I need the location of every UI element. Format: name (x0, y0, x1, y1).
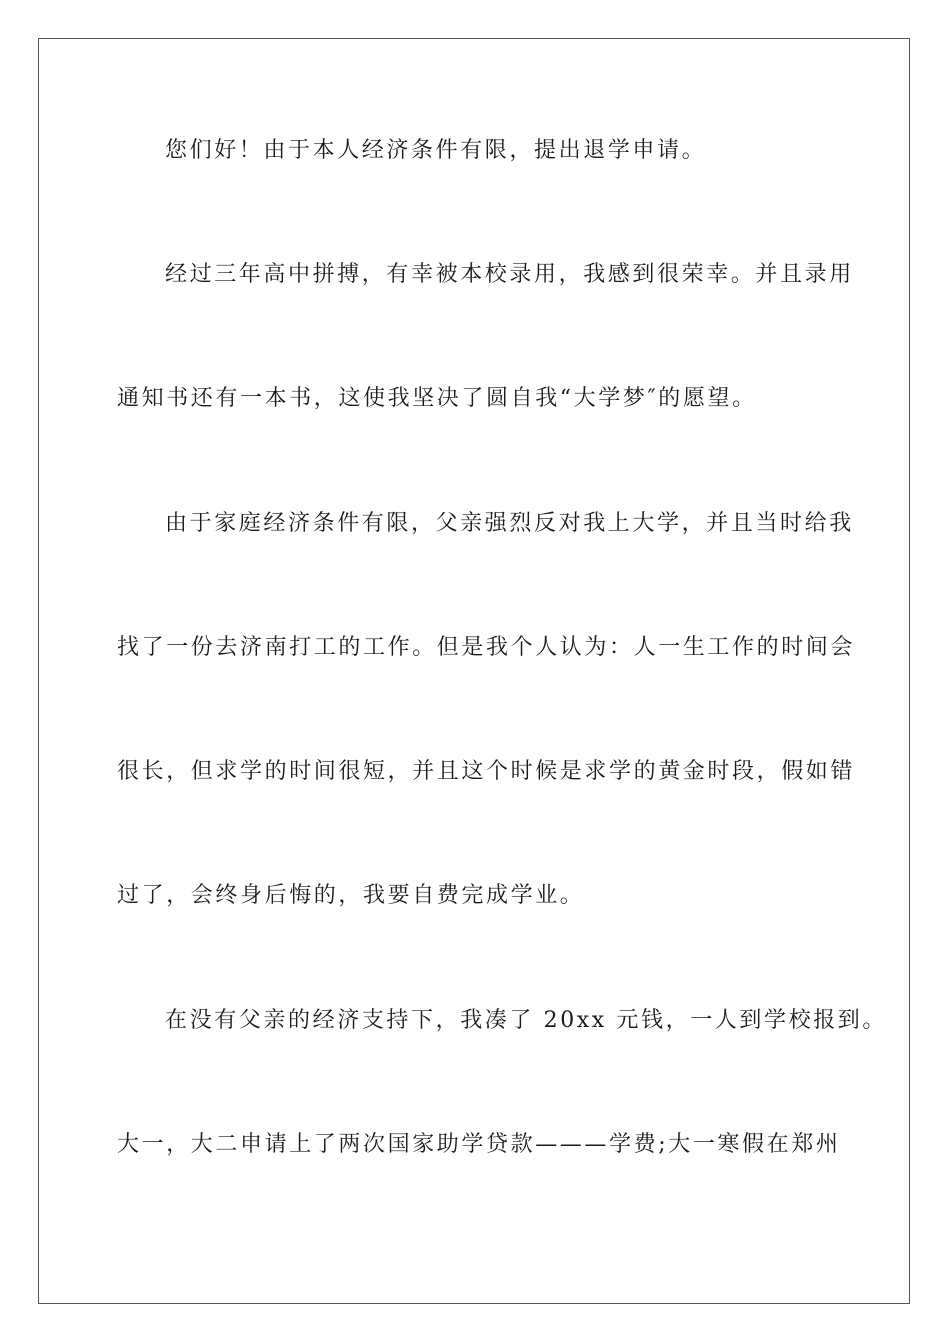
page-frame (38, 38, 910, 1304)
text-line-7: 过了，会终身后悔的，我要自费完成学业。 (117, 883, 585, 908)
text-line-2: 经过三年高中拼搏，有幸被本校录用，我感到很荣幸。并且录用 (165, 262, 854, 287)
text-line-5: 找了一份去济南打工的工作。但是我个人认为：人一生工作的时间会 (117, 635, 856, 660)
text-line-6: 很长，但求学的时间很短，并且这个时候是求学的黄金时段，假如错 (117, 759, 856, 784)
text-line-9: 大一，大二申请上了两次国家助学贷款———学费;大一寒假在郑州 (117, 1132, 841, 1157)
text-line-4: 由于家庭经济条件有限，父亲强烈反对我上大学，并且当时给我 (165, 511, 854, 536)
text-line-8: 在没有父亲的经济支持下，我凑了 20xx 元钱，一人到学校报到。 (165, 1008, 887, 1033)
text-line-3: 通知书还有一本书，这使我坚决了圆自我“大学梦″的愿望。 (117, 386, 757, 411)
text-line-1: 您们好！由于本人经济条件有限，提出退学申请。 (165, 138, 707, 163)
